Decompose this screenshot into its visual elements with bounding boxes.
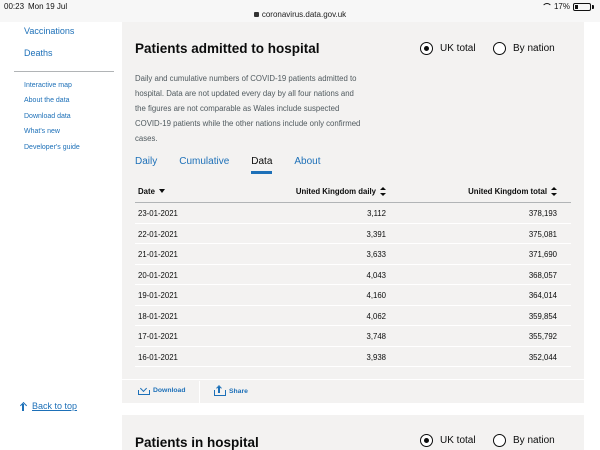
radio-uk-total-label-2: UK total bbox=[440, 435, 476, 446]
cell-date: 21-01-2021 bbox=[138, 250, 178, 259]
footer-divider bbox=[199, 381, 200, 403]
share-button[interactable] bbox=[214, 386, 248, 396]
cell-daily: 4,043 bbox=[366, 270, 386, 280]
radio-unselected-icon bbox=[493, 42, 506, 55]
cell-total: 368,057 bbox=[528, 270, 557, 280]
header-uk-total-label: United Kingdom total bbox=[468, 187, 547, 196]
sort-icon bbox=[551, 187, 557, 196]
battery-icon bbox=[573, 3, 591, 11]
card-footer bbox=[122, 379, 584, 403]
radio-selected-icon bbox=[420, 434, 433, 447]
status-time: 00:23 bbox=[4, 2, 25, 11]
radio-by-nation-label-2: By nation bbox=[513, 435, 555, 446]
cell-date: 18-01-2021 bbox=[138, 311, 178, 321]
cell-total: 352,044 bbox=[528, 352, 557, 362]
cell-total: 378,193 bbox=[528, 209, 557, 218]
table-row bbox=[135, 306, 571, 327]
download-label: Download bbox=[153, 387, 186, 394]
card-description: Daily and cumulative numbers of COVID-19 patients admitted to hospital. Data are not updated every day by all four nations and the figures are not comparable as Wales include suspected COVID-19 patients while the other nations include only confirmed cases. bbox=[135, 74, 361, 143]
back-to-top-link[interactable] bbox=[20, 401, 77, 411]
cell-daily: 4,062 bbox=[366, 311, 386, 321]
radio-selected-icon bbox=[420, 42, 433, 55]
radio-by-nation-label: By nation bbox=[513, 43, 555, 54]
share-icon bbox=[214, 386, 224, 396]
sidebar-link-developers-guide[interactable]: Developer's guide bbox=[24, 144, 80, 151]
share-label: Share bbox=[229, 387, 248, 395]
table-header bbox=[135, 181, 571, 203]
sidebar-link-interactive-map[interactable]: Interactive map bbox=[24, 82, 72, 89]
cell-total: 364,014 bbox=[528, 291, 557, 300]
cell-daily: 3,112 bbox=[367, 209, 386, 218]
arrow-up-icon bbox=[20, 402, 26, 411]
sort-descending-icon bbox=[159, 189, 165, 193]
tab-data[interactable]: Data bbox=[251, 156, 272, 174]
cell-date: 20-01-2021 bbox=[138, 270, 178, 280]
data-table bbox=[135, 181, 571, 367]
cell-daily: 4,160 bbox=[366, 291, 386, 300]
wifi-icon bbox=[541, 3, 551, 10]
patients-in-hospital-card bbox=[122, 415, 584, 450]
card-tabs bbox=[135, 156, 343, 174]
tab-about[interactable]: About bbox=[294, 156, 321, 167]
cell-date: 19-01-2021 bbox=[138, 291, 178, 300]
download-icon bbox=[138, 386, 148, 395]
cell-date: 22-01-2021 bbox=[138, 229, 178, 239]
cell-daily: 3,938 bbox=[366, 352, 386, 362]
sidebar bbox=[0, 22, 120, 450]
header-date-label: Date bbox=[138, 187, 155, 196]
cell-date: 17-01-2021 bbox=[138, 332, 178, 341]
sidebar-link-whats-new[interactable]: What's new bbox=[24, 128, 60, 135]
cell-total: 359,854 bbox=[528, 311, 557, 321]
battery-tip-icon bbox=[592, 5, 594, 9]
sidebar-link-download-data[interactable]: Download data bbox=[24, 113, 71, 120]
cell-daily: 3,633 bbox=[366, 250, 386, 259]
address-bar[interactable] bbox=[0, 10, 600, 19]
radio-by-nation[interactable] bbox=[493, 42, 555, 55]
cell-daily: 3,748 bbox=[366, 332, 386, 341]
status-bar bbox=[0, 0, 600, 22]
header-uk-daily-label: United Kingdom daily bbox=[295, 187, 376, 196]
table-row bbox=[135, 265, 571, 286]
radio-by-nation-2[interactable] bbox=[493, 434, 555, 447]
card-title: Patients admitted to hospital bbox=[135, 41, 320, 56]
sidebar-link-about-data[interactable]: About the data bbox=[24, 97, 70, 104]
tab-cumulative[interactable]: Cumulative bbox=[179, 156, 230, 167]
table-row bbox=[135, 244, 571, 265]
sidebar-link-deaths[interactable]: Deaths bbox=[24, 48, 53, 58]
table-row bbox=[135, 326, 571, 347]
back-to-top-label: Back to top bbox=[32, 401, 78, 411]
table-row bbox=[135, 203, 571, 224]
cell-date: 16-01-2021 bbox=[138, 352, 178, 362]
sidebar-link-vaccinations[interactable]: Vaccinations bbox=[24, 26, 75, 36]
cell-daily: 3,391 bbox=[366, 229, 386, 239]
sidebar-divider bbox=[14, 71, 114, 72]
cell-date: 23-01-2021 bbox=[138, 209, 178, 218]
patients-admitted-card bbox=[122, 22, 584, 403]
radio-unselected-icon bbox=[493, 434, 506, 447]
address-url: coronavirus.data.gov.uk bbox=[261, 10, 347, 19]
card2-title: Patients in hospital bbox=[135, 435, 259, 450]
header-date[interactable] bbox=[138, 187, 165, 196]
table-row bbox=[135, 224, 571, 245]
lock-icon bbox=[254, 12, 259, 17]
cell-total: 375,081 bbox=[528, 229, 557, 239]
download-button[interactable] bbox=[138, 386, 185, 395]
cell-total: 355,792 bbox=[528, 332, 557, 341]
tab-daily[interactable]: Daily bbox=[135, 156, 158, 167]
battery-percent: 17% bbox=[553, 2, 570, 11]
radio-uk-total[interactable] bbox=[420, 42, 476, 55]
radio-uk-total-label: UK total bbox=[440, 43, 476, 54]
status-date: Mon 19 Jul bbox=[28, 2, 68, 11]
cell-total: 371,690 bbox=[528, 250, 557, 259]
sort-icon bbox=[380, 187, 386, 196]
table-row bbox=[135, 347, 571, 368]
table-row bbox=[135, 285, 571, 306]
header-uk-total[interactable] bbox=[468, 187, 557, 196]
header-uk-daily[interactable] bbox=[296, 187, 386, 196]
status-indicators bbox=[541, 2, 594, 11]
radio-uk-total-2[interactable] bbox=[420, 434, 476, 447]
